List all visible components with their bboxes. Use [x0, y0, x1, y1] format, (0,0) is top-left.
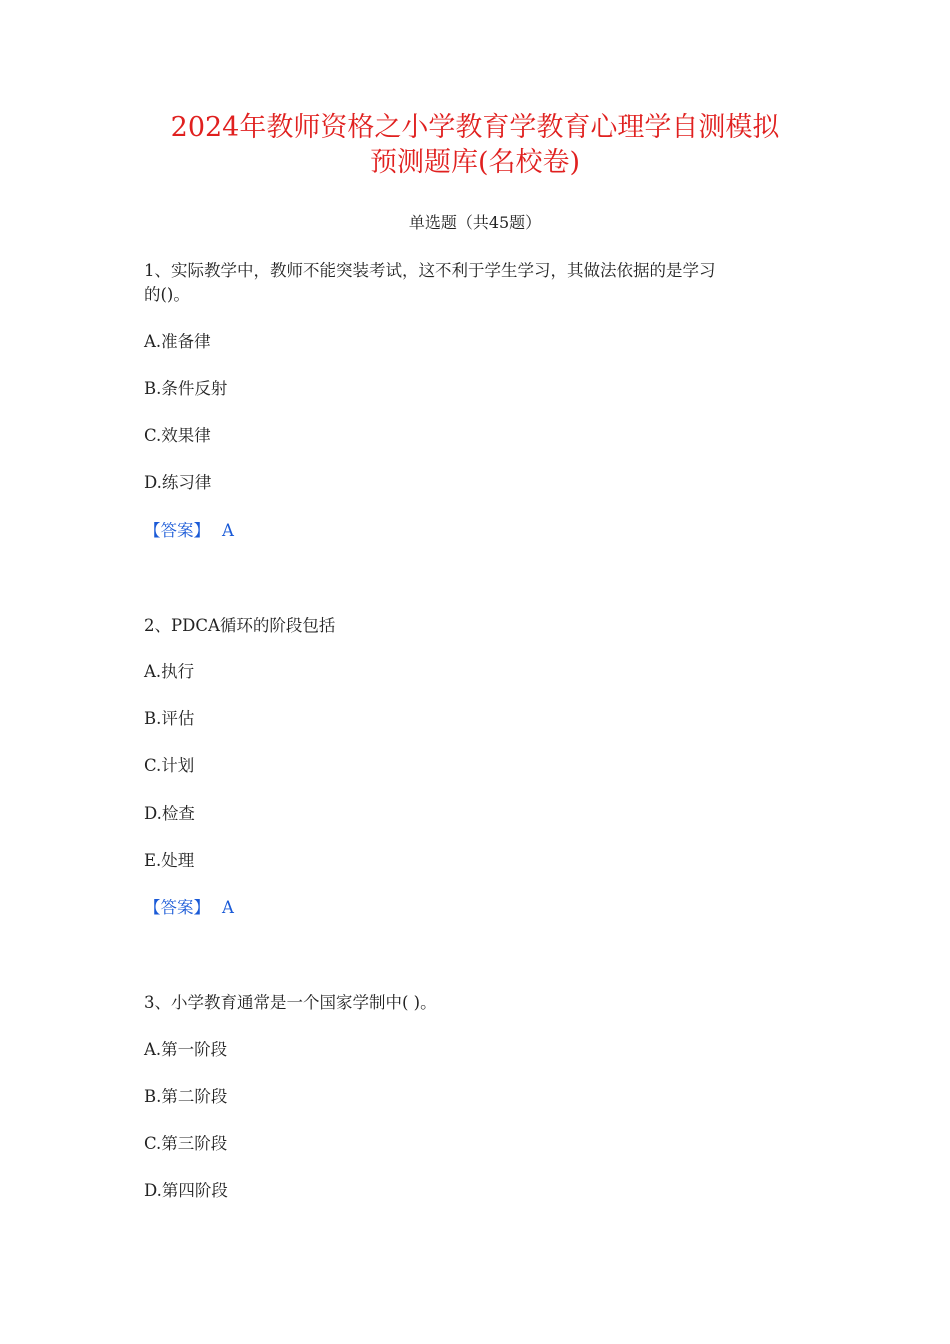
- section-heading: 单选题（共45题）: [408, 213, 542, 232]
- question-2-option-d: D.检查: [144, 804, 195, 823]
- question-2-option-b: B.评估: [144, 709, 195, 728]
- question-3-option-c: C.第三阶段: [144, 1134, 228, 1153]
- question-2-answer-value: A: [222, 898, 234, 917]
- question-3-option-b: B.第二阶段: [144, 1087, 228, 1106]
- question-2-option-c: C.计划: [144, 756, 195, 775]
- question-1-answer-value: A: [222, 521, 234, 540]
- question-1-stem-line-1: 1、实际教学中，教师不能突装考试，这不利于学生学习，其做法依据的是学习: [144, 261, 716, 280]
- question-2-stem: 2、PDCA循环的阶段包括: [144, 616, 336, 635]
- question-1-answer: [144, 520, 234, 542]
- question-2-option-e: E.处理: [144, 851, 195, 870]
- question-3-option-d: D.第四阶段: [144, 1181, 228, 1200]
- question-1-option-c: C.效果律: [144, 426, 211, 445]
- document-title-line-2: 预测题库(名校卷): [369, 147, 581, 178]
- question-1-option-a: A.准备律: [144, 332, 211, 351]
- question-1-stem-line-2: 的()。: [144, 285, 190, 304]
- question-3-option-a: A.第一阶段: [144, 1040, 228, 1059]
- question-2-option-a: A.执行: [144, 662, 195, 681]
- document-title-line-1: 2024年教师资格之小学教育学教育心理学自测模拟: [170, 112, 780, 143]
- question-1-option-b: B.条件反射: [144, 379, 228, 398]
- question-1-option-d: D.练习律: [144, 473, 212, 492]
- question-2-answer-label: 【答案】: [144, 898, 210, 917]
- question-3-stem: 3、小学教育通常是一个国家学制中( )。: [144, 993, 437, 1012]
- question-2-answer: [144, 897, 234, 919]
- question-1-answer-label: 【答案】: [144, 521, 210, 540]
